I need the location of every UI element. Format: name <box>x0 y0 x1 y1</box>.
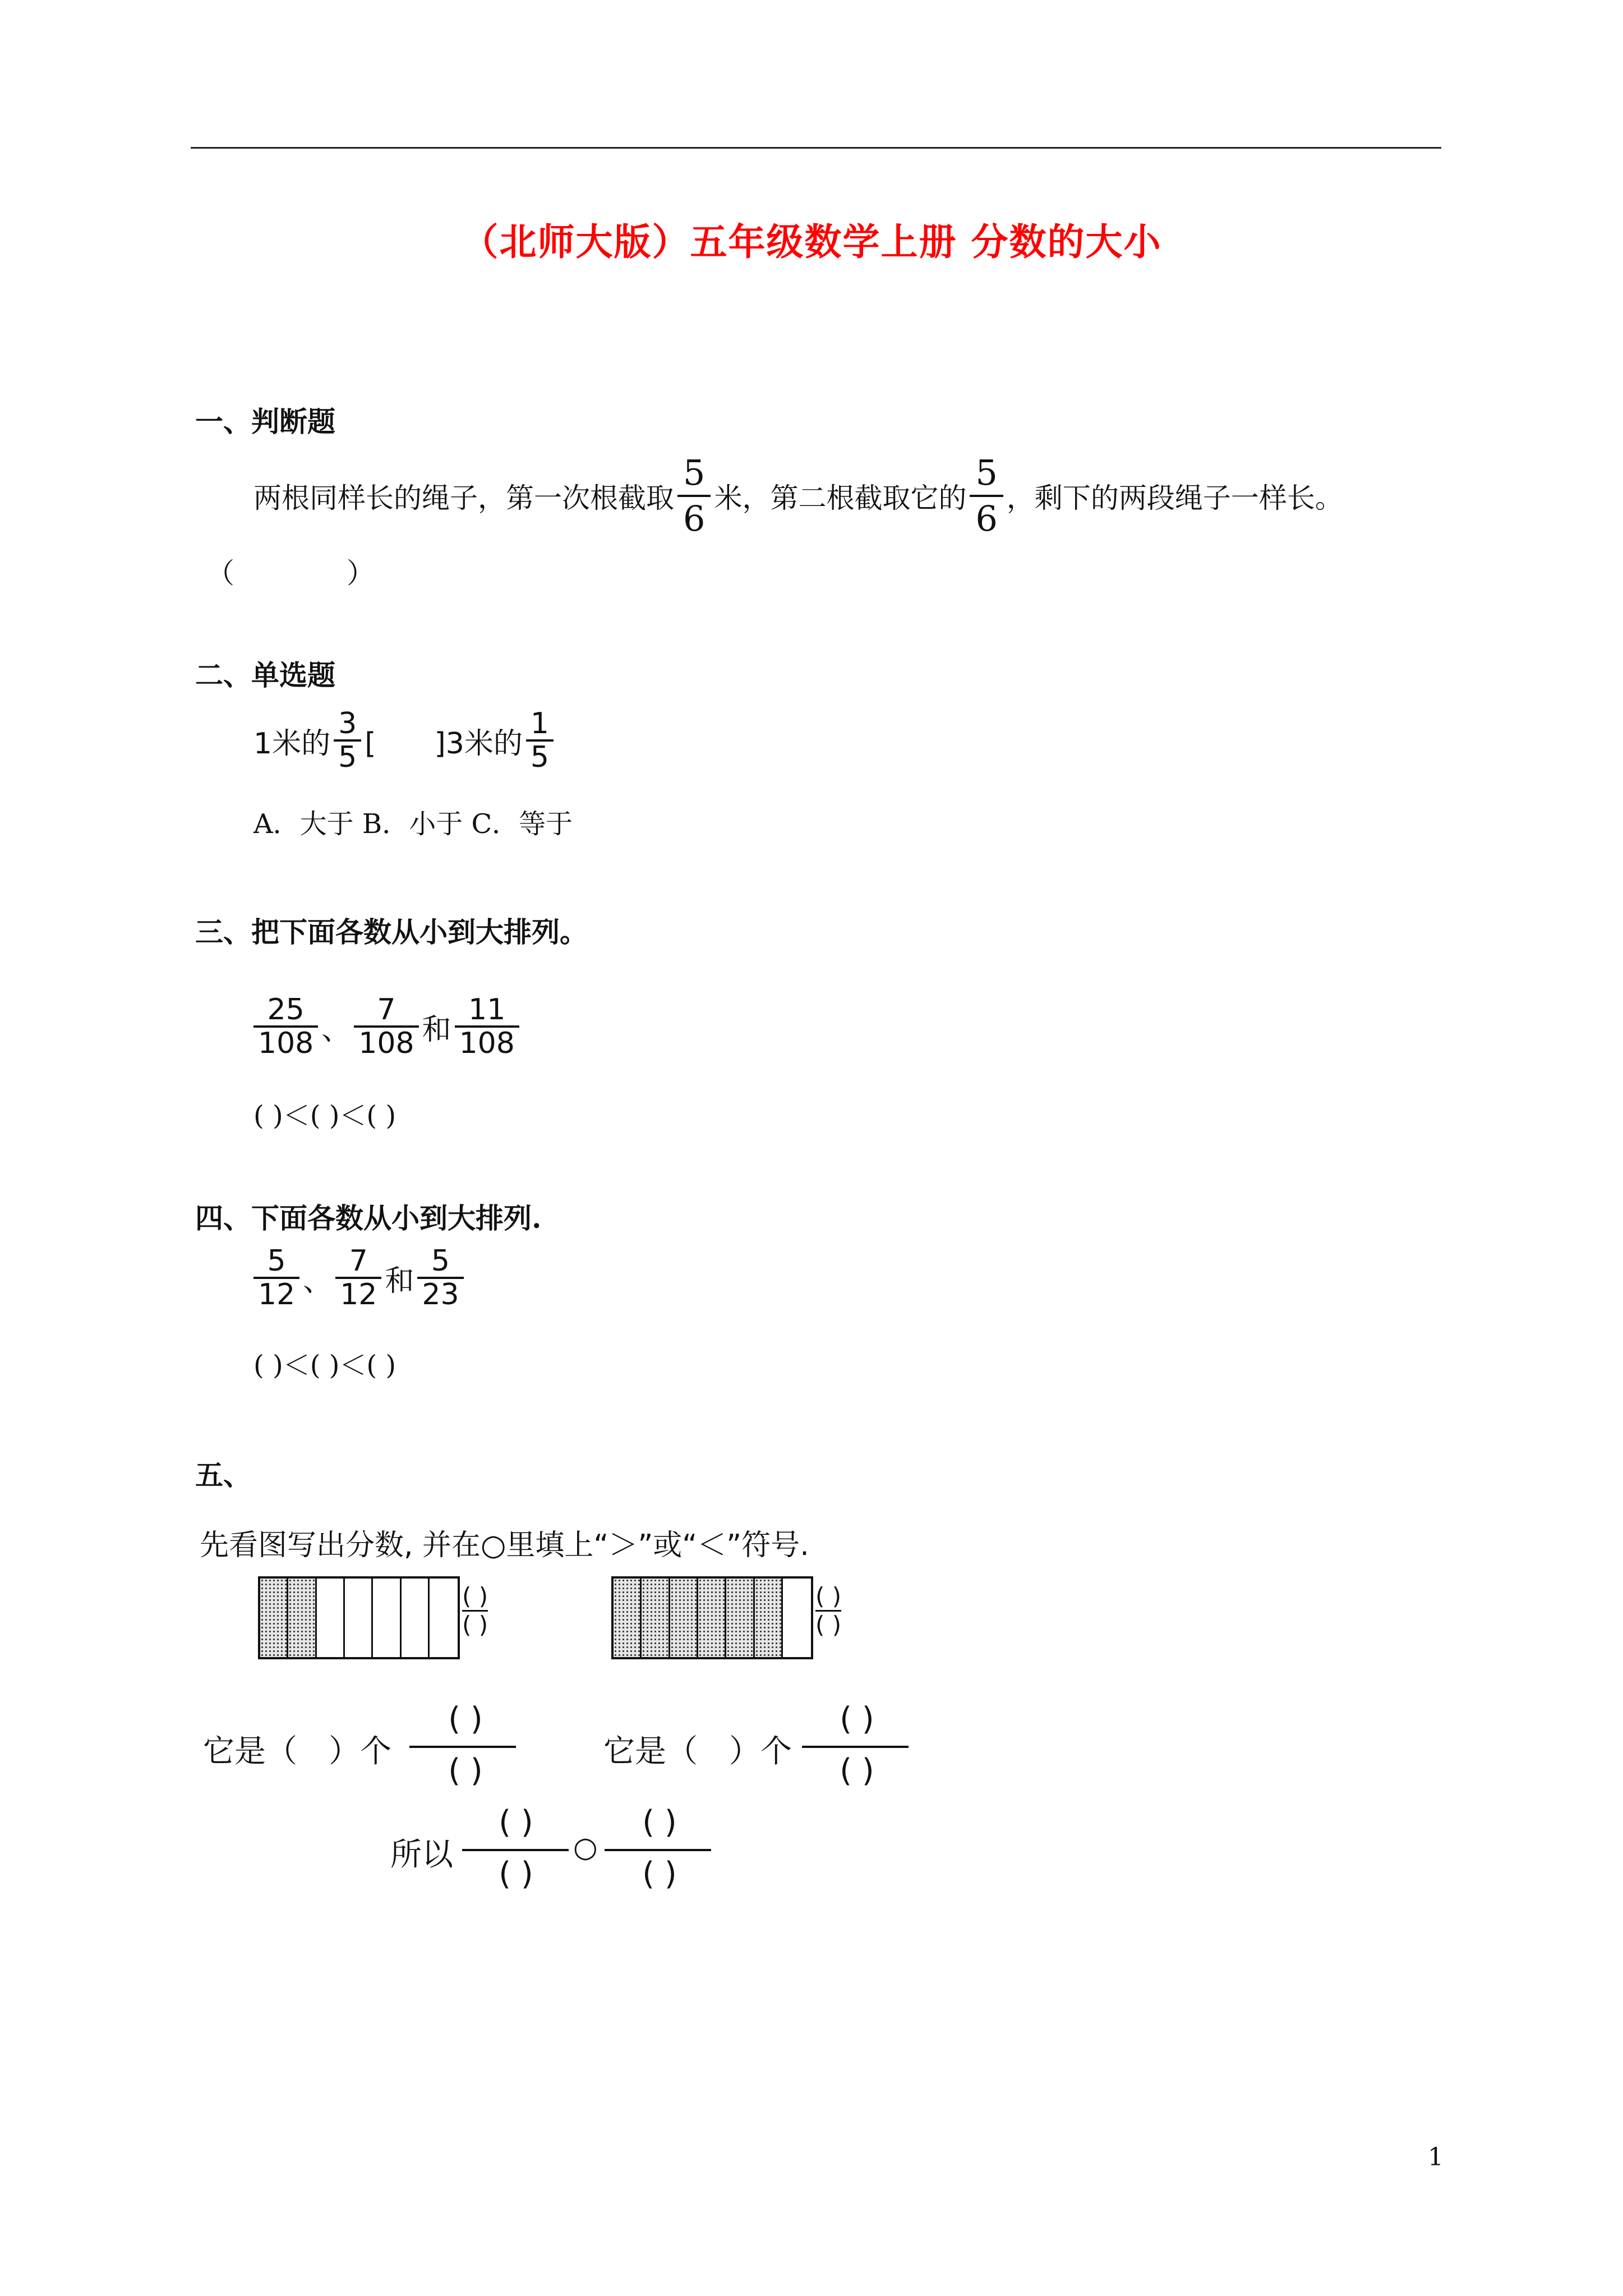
q5-so-left-den-blank[interactable]: ( ) <box>499 1856 533 1892</box>
q5-so-left-num-blank[interactable]: ( ) <box>499 1804 533 1841</box>
q3-f3-num: 11 <box>455 994 519 1028</box>
q5-left-unit-den-blank[interactable]: ( ) <box>448 1752 483 1789</box>
q1-answer-blank[interactable]: （ ） <box>206 557 375 590</box>
bar-cell <box>317 1579 345 1657</box>
q1-heading: 一、判断题 <box>195 405 335 438</box>
q1-fraction-1 <box>677 453 711 539</box>
q5-so-left-fraction-bar <box>462 1849 569 1851</box>
q3-heading: 三、把下面各数从小到大排列。 <box>195 915 588 949</box>
q2-fraction-b <box>526 708 554 773</box>
q5-compare-circle[interactable]: ○ <box>573 1831 598 1864</box>
q2-options: A．大于 B．小于 C．等于 <box>253 808 573 840</box>
q4-separator: 、 <box>303 1264 333 1298</box>
q4-f3-den: 23 <box>422 1278 459 1312</box>
q3-and: 和 <box>422 1013 451 1047</box>
bar-cell-shaded <box>288 1579 316 1657</box>
q3-f1-num: 25 <box>253 994 318 1028</box>
q1-fraction-2 <box>970 453 1003 539</box>
q4-f1-num: 5 <box>253 1245 299 1279</box>
q4-fraction-list <box>253 1245 467 1310</box>
q2-left-prefix: 1米的 <box>253 726 331 761</box>
q2-fraca-num: 3 <box>334 708 361 742</box>
q4-f1-den: 12 <box>258 1278 296 1312</box>
q2-heading: 二、单选题 <box>195 659 335 692</box>
q5-right-bar-fraction[interactable] <box>815 1583 841 1639</box>
q5-so-right-num-blank[interactable]: ( ) <box>642 1804 677 1841</box>
q1-frac1-num: 5 <box>677 453 711 497</box>
q5-right-unit-num-blank[interactable]: ( ) <box>840 1701 874 1737</box>
bar-cell-shaded <box>726 1579 754 1657</box>
q5-so-label: 所以 <box>390 1837 453 1873</box>
bar-cell <box>783 1579 811 1657</box>
bar-cell-shaded <box>670 1579 698 1657</box>
q4-heading: 四、下面各数从小到大排列. <box>195 1202 542 1235</box>
bar-cell <box>345 1579 373 1657</box>
q5-left-unit-fraction-bar <box>409 1746 516 1748</box>
q4-f2-num: 7 <box>335 1245 381 1279</box>
q5-so-right-den-blank[interactable]: ( ) <box>642 1856 677 1892</box>
q5-left-bar <box>258 1576 460 1659</box>
q3-separator: 、 <box>321 1013 351 1047</box>
q5-right-unit-den-blank[interactable]: ( ) <box>840 1752 874 1789</box>
q1-frac2-den: 6 <box>975 498 998 539</box>
q3-fraction-1 <box>253 994 318 1059</box>
bar-cell-shaded <box>755 1579 783 1657</box>
q5-right-bar-num-blank[interactable]: ( ) <box>815 1583 841 1612</box>
q4-fraction-2 <box>335 1245 381 1310</box>
q3-f3-den: 108 <box>459 1027 515 1060</box>
q5-right-count-text[interactable]: 它是（ ）个 <box>603 1733 792 1770</box>
page-number: 1 <box>1428 2143 1444 2171</box>
q1-statement <box>253 453 1343 539</box>
q2-comparison <box>253 708 557 773</box>
q5-left-unit-num-blank[interactable]: ( ) <box>448 1701 483 1737</box>
q1-frac2-num: 5 <box>970 453 1003 497</box>
q1-text-c: ，剩下的两段绳子一样长。 <box>1006 482 1343 514</box>
q5-right-bar <box>611 1576 813 1659</box>
q5-so-right-fraction-bar <box>605 1849 711 1851</box>
q5-left-bar-num-blank[interactable]: ( ) <box>462 1583 488 1612</box>
bar-cell-shaded <box>642 1579 670 1657</box>
q4-answer-line[interactable]: ( )＜( )＜( ) <box>253 1350 396 1381</box>
q3-f2-num: 7 <box>354 994 418 1028</box>
q5-left-count-text[interactable]: 它是（ ）个 <box>203 1733 391 1770</box>
q3-fraction-2 <box>354 994 418 1059</box>
q2-bracket-blank[interactable]: [ ] <box>365 726 446 761</box>
q3-answer-line[interactable]: ( )＜( )＜( ) <box>253 1100 396 1131</box>
q1-frac1-den: 6 <box>683 498 706 539</box>
bar-cell <box>373 1579 401 1657</box>
header-rule <box>191 147 1441 149</box>
q4-f2-den: 12 <box>340 1278 377 1312</box>
q2-fracb-den: 5 <box>530 740 549 774</box>
q4-fraction-3 <box>417 1245 463 1310</box>
q3-f1-den: 108 <box>258 1027 314 1060</box>
q4-and: 和 <box>385 1264 414 1298</box>
q5-right-bar-den-blank[interactable]: ( ) <box>815 1611 842 1639</box>
q2-fraction-a <box>334 708 361 773</box>
page-title: （北师大版）五年级数学上册 分数的大小 <box>461 220 1162 264</box>
q5-left-bar-fraction[interactable] <box>462 1583 488 1639</box>
q3-fraction-list <box>253 994 523 1059</box>
q3-f2-den: 108 <box>358 1027 414 1060</box>
bar-cell-shaded <box>698 1579 726 1657</box>
bar-cell <box>402 1579 430 1657</box>
q1-text-a: 两根同样长的绳子，第一次根截取 <box>253 482 674 514</box>
bar-cell <box>430 1579 458 1657</box>
q3-fraction-3 <box>455 994 519 1059</box>
q4-f3-num: 5 <box>417 1245 463 1279</box>
bar-cell-shaded <box>614 1579 642 1657</box>
q5-instruction: 先看图写出分数, 并在○里填上“＞”或“＜”符号. <box>200 1529 809 1562</box>
q1-text-b: 米，第二根截取它的 <box>714 482 967 514</box>
bar-cell-shaded <box>260 1579 288 1657</box>
q5-heading: 五、 <box>195 1458 251 1492</box>
q5-right-unit-fraction-bar <box>802 1746 909 1748</box>
q5-left-bar-den-blank[interactable]: ( ) <box>462 1611 488 1639</box>
q4-fraction-1 <box>253 1245 299 1310</box>
q2-right-prefix: 3米的 <box>445 726 523 761</box>
q2-fracb-num: 1 <box>526 708 554 742</box>
q2-fraca-den: 5 <box>338 740 357 774</box>
